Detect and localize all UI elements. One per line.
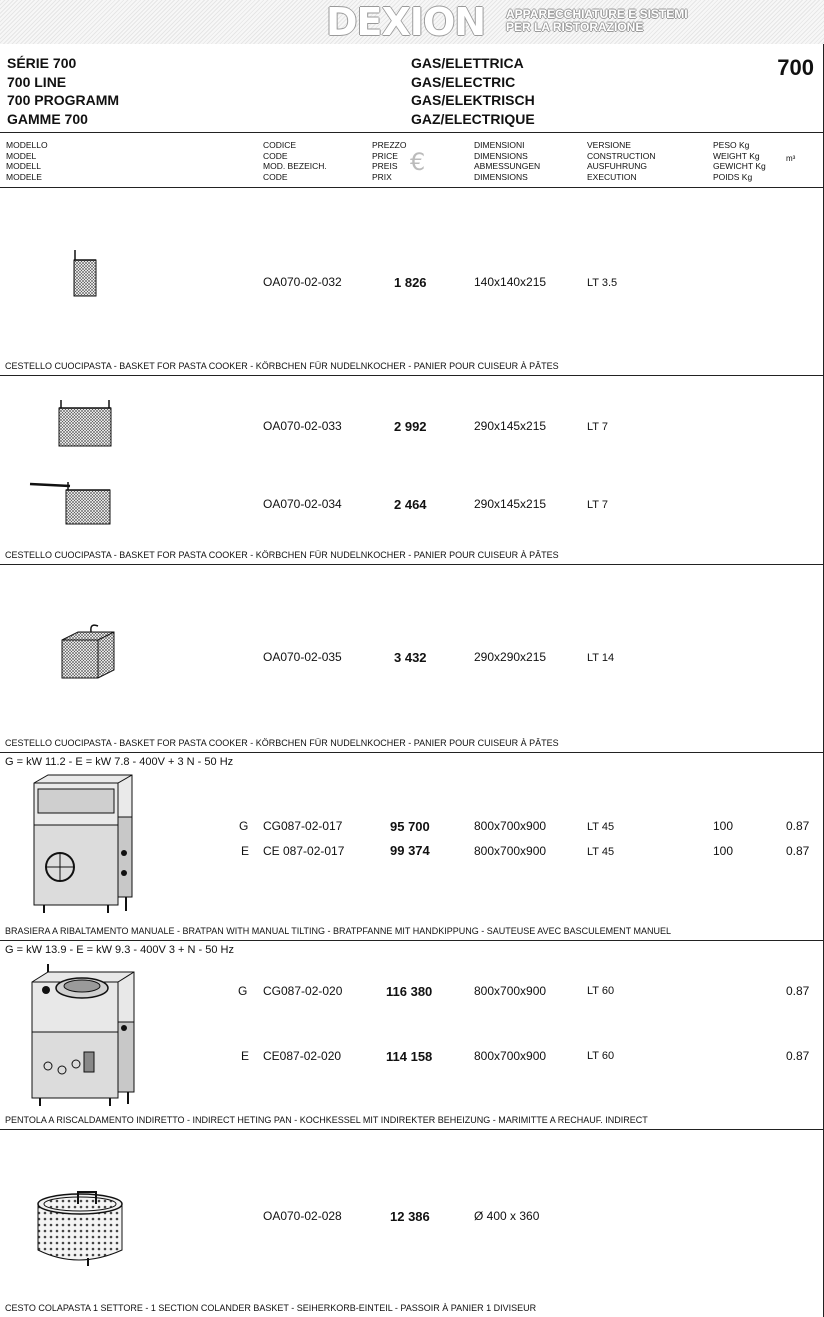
product-dimensions: 140x140x215 — [474, 275, 547, 289]
product-price: 2 992 — [394, 419, 427, 434]
col-head-text: MODELL — [6, 161, 41, 171]
col-head-text: PESO Kg — [713, 140, 750, 150]
product-code: OA070-02-034 — [263, 497, 342, 511]
supply-type — [411, 54, 535, 128]
product-dimensions: 800x700x900 — [474, 819, 547, 833]
series-name-fr: GAMME 700 — [7, 110, 88, 127]
col-head-text: PRIX — [372, 171, 392, 182]
bratpan-illustration — [28, 773, 138, 916]
col-head-text: CODICE — [263, 140, 297, 150]
col-head-text: PREZZO — [372, 140, 407, 150]
section-caption: CESTELLO CUOCIPASTA - BASKET FOR PASTA COOKER - KÖRBCHEN FÜR NUDELNKOCHER - PANIER POUR CUISEUR À PÂTES — [5, 361, 559, 371]
col-head-text: ABMESSUNGEN — [474, 161, 541, 171]
product-version: LT 60 — [587, 1050, 615, 1062]
section-caption: CESTO COLAPASTA 1 SETTORE - 1 SECTION COLANDER BASKET - SEIHERKORB-EINTEIL - PASSOIR À PANIER 1 DIVISEUR — [5, 1303, 537, 1313]
product-price: 2 464 — [394, 497, 427, 512]
col-head-text: VERSIONE — [587, 140, 631, 150]
supply-en: GAS/ELECTRIC — [411, 73, 516, 90]
product-code: CG087-02-017 — [263, 819, 343, 833]
product-code: OA070-02-033 — [263, 419, 342, 433]
product-code: CE 087-02-017 — [263, 844, 345, 858]
col-head-text: WEIGHT Kg — [713, 150, 760, 161]
col-head-text: POIDS Kg — [713, 171, 753, 182]
section-caption: PENTOLA A RISCALDAMENTO INDIRETTO - INDIRECT HETING PAN - KOCHKESSEL MIT INDIREKTER BEHEIZUNG - MARIMITTE A RECHAUF. INDIRECT — [5, 1115, 648, 1125]
section-caption: CESTELLO CUOCIPASTA - BASKET FOR PASTA COOKER - KÖRBCHEN FÜR NUDELNKOCHER - PANIER POUR CUISEUR À PÂTES — [5, 738, 559, 748]
product-code: OA070-02-035 — [263, 650, 342, 664]
col-head-text: DIMENSIONS — [474, 171, 528, 182]
divider — [0, 564, 824, 565]
product-version: LT 7 — [587, 499, 608, 511]
product-version: LT 3.5 — [587, 277, 618, 289]
fuel-type: G — [238, 984, 248, 998]
product-dimensions: 800x700x900 — [474, 1049, 547, 1063]
product-code: CG087-02-020 — [263, 984, 343, 998]
large-basket-illustration — [58, 620, 118, 682]
divider — [0, 375, 824, 376]
header-banner — [0, 0, 824, 44]
volume-unit: m³ — [786, 154, 796, 163]
fuel-type: E — [241, 1049, 250, 1063]
fuel-type: E — [241, 844, 250, 858]
col-head-model — [6, 140, 48, 182]
series-name-de: 700 PROGRAMM — [7, 92, 120, 108]
tagline — [506, 8, 688, 34]
power-spec: G = kW 11.2 - E = kW 7.8 - 400V + 3 N - 50 Hz — [5, 756, 234, 768]
supply-fr: GAZ/ELECTRIQUE — [411, 110, 535, 127]
product-price: 95 700 — [390, 819, 430, 834]
product-version: LT 14 — [587, 652, 615, 664]
product-dimensions: 800x700x900 — [474, 844, 547, 858]
product-volume: 0.87 — [786, 984, 810, 998]
col-head-text: MODELE — [6, 171, 42, 182]
tagline-line-1: APPARECCHIATURE E SISTEMI — [506, 7, 688, 21]
product-code: CE087-02-020 — [263, 1049, 342, 1063]
product-dimensions: Ø 400 x 360 — [474, 1209, 540, 1223]
product-price: 3 432 — [394, 650, 427, 665]
product-version: LT 7 — [587, 421, 608, 433]
product-version: LT 45 — [587, 821, 615, 833]
product-volume: 0.87 — [786, 1049, 810, 1063]
col-head-text: PRICE — [372, 150, 398, 161]
product-weight: 100 — [713, 819, 734, 833]
col-head-text: MODELLO — [6, 140, 48, 150]
small-basket-illustration — [68, 248, 102, 300]
col-head-text: CONSTRUCTION — [587, 150, 656, 161]
series-name-it: SÉRIE 700 — [7, 55, 77, 71]
col-head-price — [372, 140, 406, 182]
product-price: 1 826 — [394, 275, 427, 290]
product-price: 99 374 — [390, 843, 430, 858]
colander-basket-illustration — [30, 1186, 130, 1268]
power-spec: G = kW 13.9 - E = kW 9.3 - 400V 3 + N - 50 Hz — [5, 944, 234, 956]
col-head-code — [263, 140, 327, 182]
supply-it: GAS/ELETTRICA — [411, 55, 524, 71]
product-code: OA070-02-028 — [263, 1209, 342, 1223]
supply-de: GAS/ELEKTRISCH — [411, 92, 535, 108]
product-price: 114 158 — [386, 1049, 433, 1064]
col-head-text: CODE — [263, 171, 288, 182]
col-head-text: CODE — [263, 150, 288, 161]
fuel-type: G — [239, 819, 249, 833]
basket-illustration — [55, 396, 115, 452]
series-name-en: 700 LINE — [7, 73, 67, 90]
product-price: 116 380 — [386, 984, 433, 999]
product-version: LT 60 — [587, 985, 615, 997]
col-head-text: DIMENSIONS — [474, 150, 528, 161]
euro-icon: € — [410, 148, 426, 176]
product-dimensions: 800x700x900 — [474, 984, 547, 998]
product-dimensions: 290x290x215 — [474, 650, 547, 664]
basket-handle-illustration — [28, 478, 116, 526]
divider — [0, 132, 824, 133]
col-head-text: DIMENSIONI — [474, 140, 525, 150]
col-head-text: PREIS — [372, 161, 398, 171]
col-head-text: MODEL — [6, 150, 37, 161]
product-volume: 0.87 — [786, 844, 810, 858]
boiling-pan-illustration — [26, 962, 138, 1108]
product-version: LT 45 — [587, 846, 615, 858]
section-caption: BRASIERA A RIBALTAMENTO MANUALE - BRATPAN WITH MANUAL TILTING - BRATPFANNE MIT HANDKIPPUNG - SAUTEUSE AVEC BASCULEMENT MANUEL — [5, 926, 671, 936]
product-weight: 100 — [713, 844, 734, 858]
product-code: OA070-02-032 — [263, 275, 342, 289]
col-head-dimensions — [474, 140, 540, 182]
series-names — [7, 54, 119, 128]
tagline-line-2: PER LA RISTORAZIONE — [506, 20, 644, 34]
col-head-text: EXECUTION — [587, 171, 637, 182]
divider — [0, 940, 824, 941]
series-number: 700 — [777, 55, 814, 80]
dexion-logo: DEXION — [326, 0, 486, 44]
col-head-text: GEWICHT Kg — [713, 161, 766, 171]
product-dimensions: 290x145x215 — [474, 497, 547, 511]
col-head-text: AUSFUHRUNG — [587, 161, 647, 171]
section-caption: CESTELLO CUOCIPASTA - BASKET FOR PASTA COOKER - KÖRBCHEN FÜR NUDELNKOCHER - PANIER POUR CUISEUR À PÂTES — [5, 550, 559, 560]
product-dimensions: 290x145x215 — [474, 419, 547, 433]
col-head-weight — [713, 140, 766, 182]
divider — [0, 752, 824, 753]
product-volume: 0.87 — [786, 819, 810, 833]
divider — [0, 187, 824, 188]
divider — [0, 1129, 824, 1130]
col-head-text: MOD. BEZEICH. — [263, 161, 327, 171]
col-head-version — [587, 140, 655, 182]
product-price: 12 386 — [390, 1209, 430, 1224]
